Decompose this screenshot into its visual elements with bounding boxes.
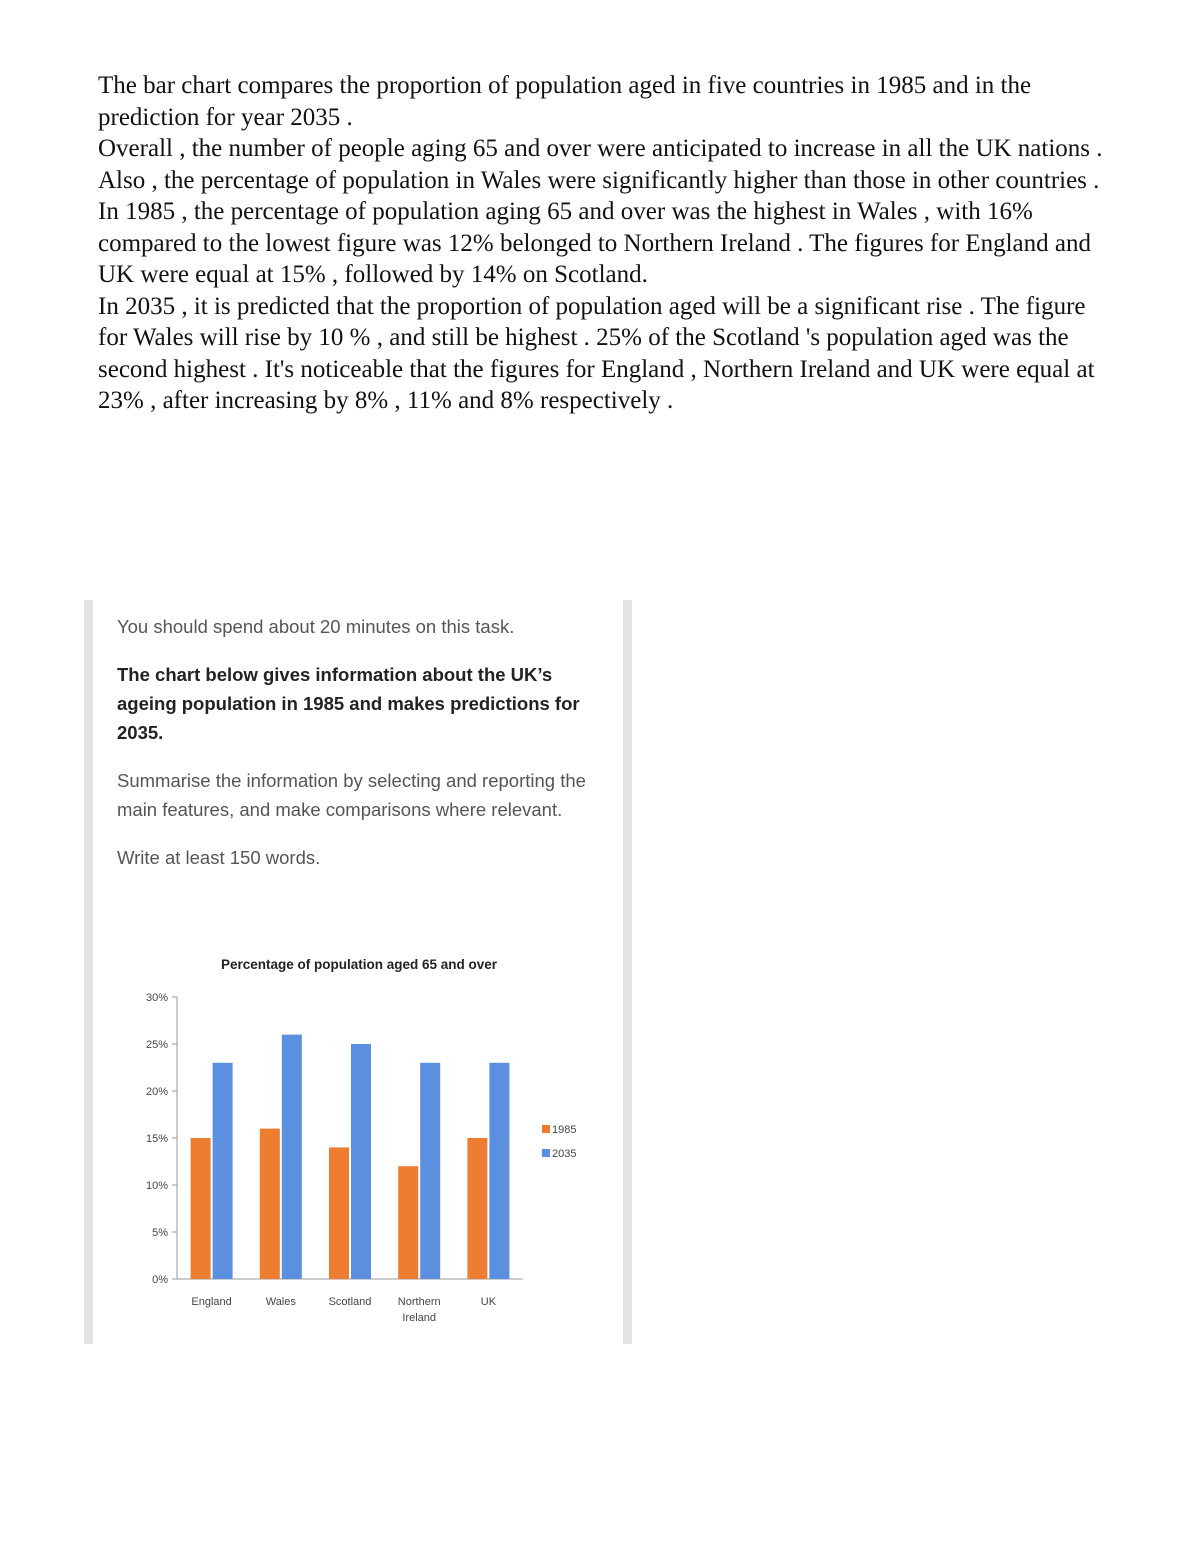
bar-2035 xyxy=(282,1035,302,1279)
y-tick-label: 5% xyxy=(152,1227,168,1239)
x-category-label: Northern Ireland xyxy=(397,1296,441,1324)
bar-1985 xyxy=(467,1138,487,1279)
task-card xyxy=(84,600,632,1344)
y-tick-label: 30% xyxy=(145,992,168,1004)
y-tick-label: 0% xyxy=(152,1274,168,1286)
x-category-label: England xyxy=(191,1296,232,1308)
task-time-note: You should spend about 20 minutes on this task. xyxy=(117,616,515,637)
task-word-count: Write at least 150 words. xyxy=(117,847,321,868)
legend-label-1985: 1985 xyxy=(552,1124,577,1136)
bar-2035 xyxy=(213,1063,233,1279)
y-tick-label: 15% xyxy=(145,1133,168,1145)
bar-2035 xyxy=(351,1044,371,1279)
essay-paragraph-1985: In 1985 , the percentage of population aging 65 and over was the highest in Wales , with 16% compared to the lowest figure was 12% belonged to Northern Ireland . The figures for England and UK were equal at 15% , followed by 14% on Scotland. xyxy=(98,198,1091,288)
legend-label-2035: 2035 xyxy=(552,1148,577,1160)
bar-2035 xyxy=(420,1063,440,1279)
x-category-label: Scotland xyxy=(328,1296,372,1308)
essay-paragraph-intro: The bar chart compares the proportion of population aged in five countries in 1985 and in the prediction for year 2035 . xyxy=(98,72,1032,131)
bar-1985 xyxy=(398,1166,418,1279)
legend-swatch-2035 xyxy=(542,1149,550,1157)
task-prompt: The chart below gives information about the UK’s ageing population in 1985 and makes predictions for 2035. xyxy=(117,664,580,743)
bar-2035 xyxy=(489,1063,509,1279)
bar-1985 xyxy=(191,1138,211,1279)
chart-title: Percentage of population aged 65 and over xyxy=(220,957,498,972)
essay-text xyxy=(98,70,1108,417)
essay-paragraph-overview: Overall , the number of people aging 65 and over were anticipated to increase in all the UK nations . Also , the percentage of population in Wales were significantly higher than those in other countries . xyxy=(98,135,1103,194)
bar-chart xyxy=(93,940,623,1340)
y-tick-label: 25% xyxy=(145,1039,168,1051)
bar-1985 xyxy=(260,1129,280,1279)
x-category-label: Wales xyxy=(265,1296,296,1308)
essay-paragraph-2035: In 2035 , it is predicted that the proportion of population aged will be a significant rise . The figure for Wales will rise by 10 % , and still be highest . 25% of the Scotland 's population aged was the second highest . It's noticeable that the figures for England , Northern Ireland and UK were equal at 23% , after increasing by 8% , 11% and 8% respectively . xyxy=(98,292,1095,414)
x-category-label: UK xyxy=(480,1296,497,1308)
task-instructions xyxy=(117,612,597,891)
bar-1985 xyxy=(329,1147,349,1279)
task-instruction: Summarise the information by selecting and reporting the main features, and make comparisons where relevant. xyxy=(117,770,586,820)
legend-swatch-1985 xyxy=(542,1125,550,1133)
y-tick-label: 10% xyxy=(145,1180,168,1192)
y-tick-label: 20% xyxy=(145,1086,168,1098)
